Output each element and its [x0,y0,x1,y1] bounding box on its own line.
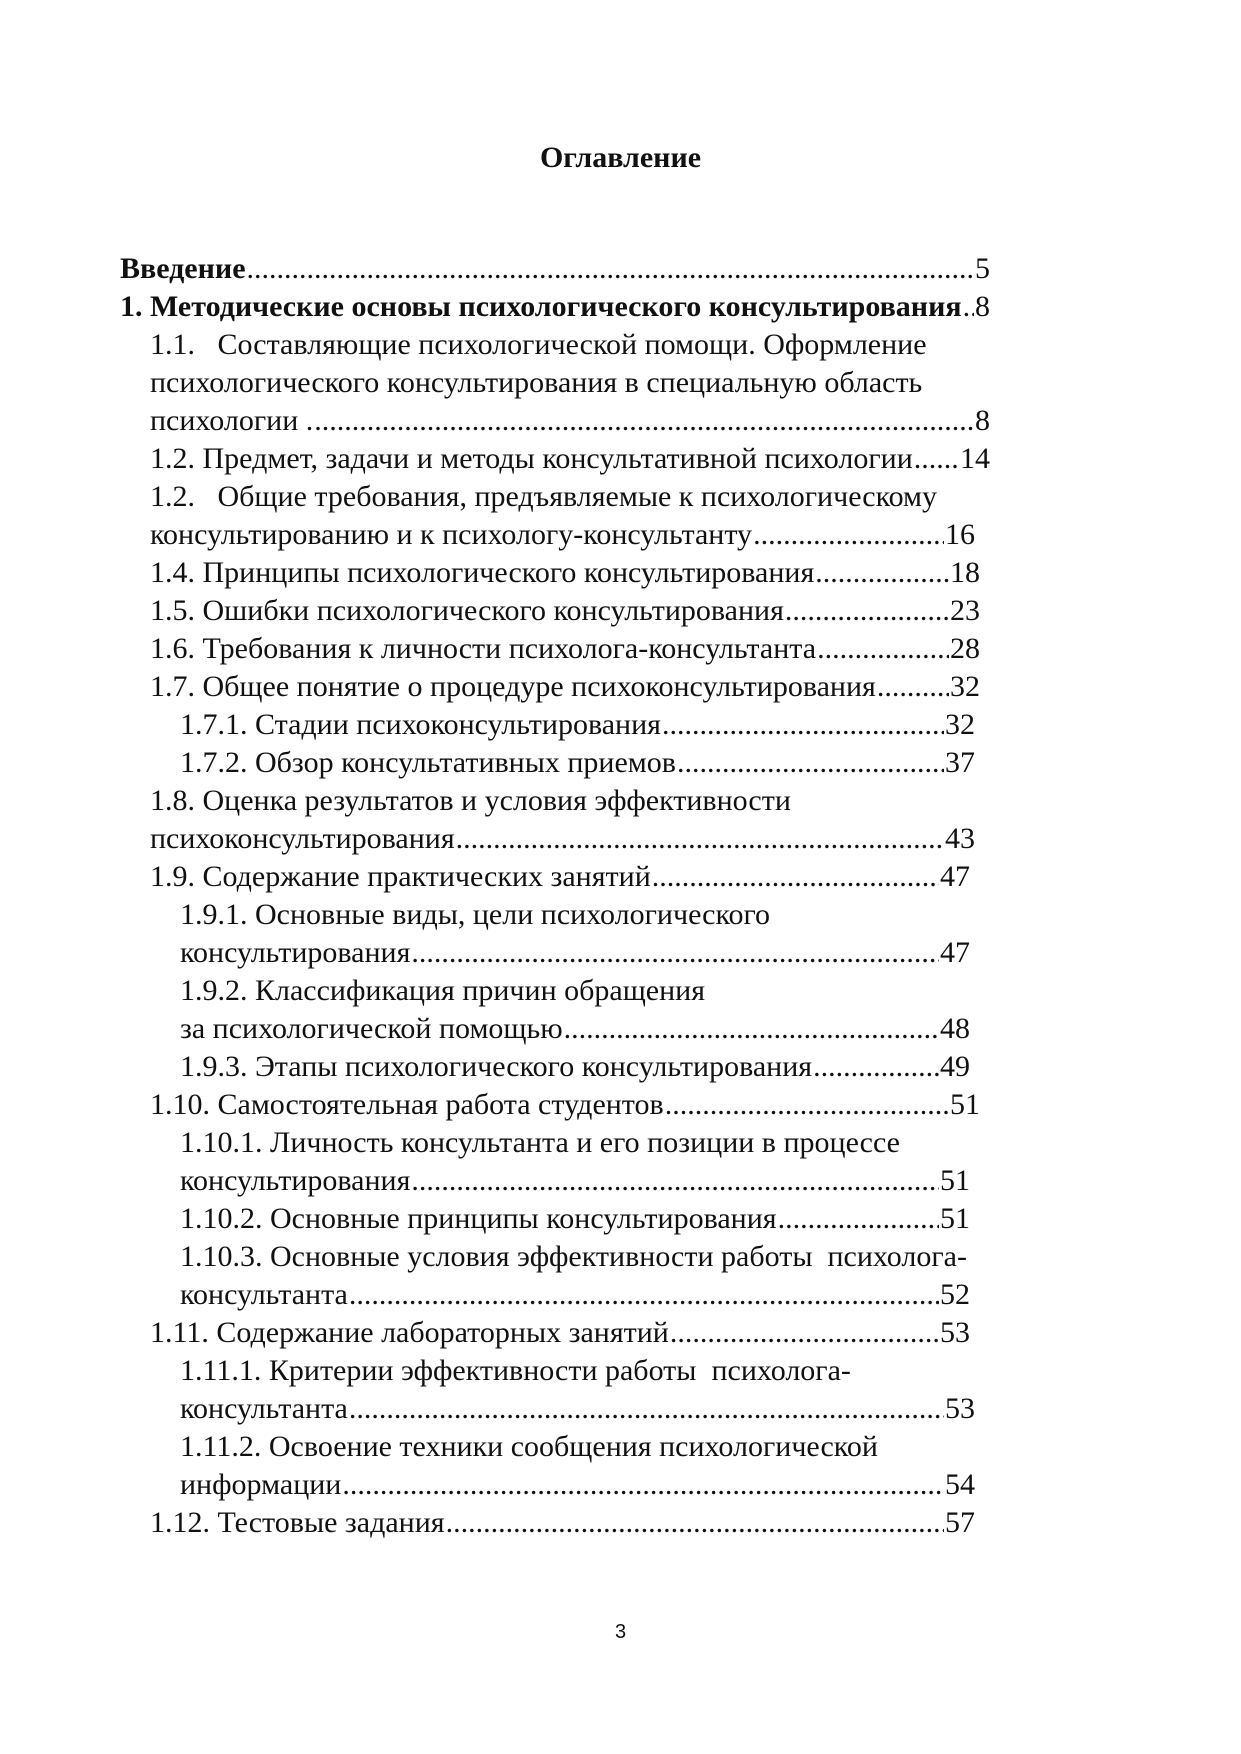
dot-leader [564,1010,939,1048]
toc-entry-title: 1.2. Предмет, задачи и методы консультативной психологии [150,442,913,475]
toc-entry-page: 8 [975,404,990,437]
toc-entry-1-1-line-1[interactable] [150,326,990,364]
dot-leader [817,630,949,668]
toc-entry-1-9-1-line-1[interactable] [180,896,970,934]
toc-entry-1-9-1-line-2[interactable] [180,934,970,972]
dot-leader [785,592,949,630]
dot-leader [314,402,974,440]
toc-entry-title: 1. Методические основы психологического консультирования [120,290,962,323]
toc-entry-page: 5 [975,252,990,285]
dot-leader [446,1504,944,1542]
toc-entry-page: 54 [945,1468,975,1501]
toc-entry-title: 1.4. Принципы психологического консультирования [150,556,815,589]
toc-entry-page: 47 [940,936,970,969]
dot-leader [411,1162,939,1200]
toc-entry-title: за психологической помощью [180,1012,563,1045]
dot-leader [813,1048,939,1086]
toc-entry-1-5[interactable] [150,592,980,630]
toc-entry-title: психологического консультирования в специальную область [150,366,923,399]
toc-entry-title: информации [180,1468,342,1501]
toc-entry-title: 1.8. Оценка результатов и условия эффективности [150,784,791,817]
dot-leader [677,744,944,782]
toc-entry-1-4[interactable] [150,554,980,592]
page-number: 3 [614,1621,627,1643]
toc-entry-1-1-line-2[interactable] [150,364,990,402]
toc-entry-title: 1.10. Самостоятельная работа студентов [150,1088,664,1121]
toc-entry-title: консультирования [180,1164,411,1197]
toc-entry-1-7[interactable] [150,668,980,706]
toc-entry-title: 1.7.1. Стадии психоконсультирования [180,708,661,741]
toc-entry-page: 51 [940,1164,970,1197]
toc-entry-title: 1.9.1. Основные виды, цели психологического [180,898,771,931]
toc-entry-page: 43 [945,822,975,855]
toc-entry-1-6[interactable] [150,630,980,668]
toc-entry-page: 32 [950,670,980,703]
toc-entry-introduction[interactable] [120,250,990,288]
toc-entry-1-9-2-line-2[interactable] [180,1010,970,1048]
toc-entry-1-7-2[interactable] [180,744,975,782]
toc-entry-1-10-1-line-2[interactable] [180,1162,970,1200]
toc-entry-page: 16 [945,518,975,551]
toc-entry-title: 1.10.2. Основные принципы консультирования [180,1202,777,1235]
toc-entry-1-9[interactable] [150,858,970,896]
toc-entry-page: 18 [950,556,980,589]
toc-entry-page: 52 [940,1278,970,1311]
toc-entry-1-11-1-line-2[interactable] [180,1390,975,1428]
toc-entry-1-9-2-line-1[interactable] [180,972,970,1010]
dot-leader [411,934,939,972]
toc-entry-1-10[interactable] [150,1086,980,1124]
toc-entry-title: 1.2. Общие требования, предъявляемые к психологическому [150,480,938,513]
toc-title: Оглавление [539,141,702,174]
dot-leader [652,858,939,896]
toc-entry-title: 1.10.1. Личность консультанта и его позиции в процессе [180,1126,900,1159]
toc-entry-1-10-2[interactable] [180,1200,970,1238]
toc-entry-1-12[interactable] [150,1504,975,1542]
toc-entry-page: 51 [940,1202,970,1235]
toc-entry-title: консультанта [180,1392,348,1425]
toc-entry-1-11-2-line-1[interactable] [180,1428,975,1466]
toc-entry-page: 28 [950,632,980,665]
dot-leader [778,1200,939,1238]
toc-entry-1-9-3[interactable] [180,1048,970,1086]
toc-entry-title: 1.10.3. Основные условия эффективности работы психолога- [180,1240,967,1273]
toc-entry-title: 1.7. Общее понятие о процедуре психоконсультирования [150,670,876,703]
toc-entry-1-10-1-line-1[interactable] [180,1124,970,1162]
toc-entry-page: 8 [975,290,990,323]
toc-entry-title: 1.9. Содержание практических занятий [150,860,651,893]
toc-entry-title: 1.11.2. Освоение техники сообщения психологической [180,1430,878,1463]
toc-entry-page: 53 [945,1392,975,1425]
toc-entry-title: психоконсультирования [150,822,455,855]
toc-entry-chapter-1[interactable] [120,288,990,326]
toc-entry-1-1-line-3[interactable] [150,402,990,440]
toc-entry-title: консультанта [180,1278,348,1311]
toc-entry-page: 48 [940,1012,970,1045]
toc-entry-title: 1.7.2. Обзор консультативных приемов [180,746,676,779]
toc-entry-1-8-line-1[interactable] [150,782,975,820]
dot-leader [877,668,949,706]
toc-entry-title: 1.9.2. Классификация причин обращения [180,974,706,1007]
dot-leader [963,288,974,326]
toc-entry-1-11-2-line-2[interactable] [180,1466,975,1504]
toc-entry-title: консультированию и к психологу-консультанту [150,518,753,551]
toc-entry-1-10-3-line-2[interactable] [180,1276,970,1314]
dot-leader [753,516,944,554]
dot-leader [349,1276,939,1314]
toc-entry-1-2[interactable] [150,440,990,478]
toc-entry-page: 49 [940,1050,970,1083]
dot-leader [815,554,949,592]
toc-entry-page: 53 [940,1316,970,1349]
toc-entry-1-11[interactable] [150,1314,970,1352]
toc-entry-page: 37 [945,746,975,779]
toc-entry-1-11-1-line-1[interactable] [180,1352,975,1390]
toc-entry-title: 1.11. Содержание лабораторных занятий [150,1316,669,1349]
toc-entry-page: 51 [950,1088,980,1121]
toc-entry-page: 14 [960,442,990,475]
toc-entry-1-8-line-2[interactable] [150,820,975,858]
toc-entry-1-10-3-line-1[interactable] [180,1238,970,1276]
toc-entry-1-7-1[interactable] [180,706,975,744]
toc-entry-title: 1.11.1. Критерии эффективности работы психолога- [180,1354,851,1387]
toc-entry-title: консультирования [180,936,411,969]
toc-entry-title: 1.1. Составляющие психологической помощи. Оформление [150,328,927,361]
toc-entry-page: 32 [945,708,975,741]
toc-entry-title: 1.9.3. Этапы психологического консультирования [180,1050,813,1083]
toc-entry-title: 1.12. Тестовые задания [150,1506,445,1539]
dot-leader [670,1314,939,1352]
dot-leader [247,250,974,288]
dot-leader [662,706,944,744]
dot-leader [665,1086,949,1124]
toc-entry-title: 1.5. Ошибки психологического консультирования [150,594,784,627]
toc-entry-1-2b-line-1[interactable] [150,478,990,516]
toc-entry-page: 57 [945,1506,975,1539]
dot-leader [342,1466,944,1504]
dot-leader [456,820,944,858]
toc-entry-page: 23 [950,594,980,627]
toc-entry-page: 47 [940,860,970,893]
toc-entry-title: 1.6. Требования к личности психолога-консультанта [150,632,817,665]
dot-leader [914,440,959,478]
dot-leader [349,1390,944,1428]
toc-entry-title: Введение [120,252,246,285]
toc-entry-title: психологии . [150,404,314,437]
toc-entry-1-2b-line-2[interactable] [150,516,975,554]
